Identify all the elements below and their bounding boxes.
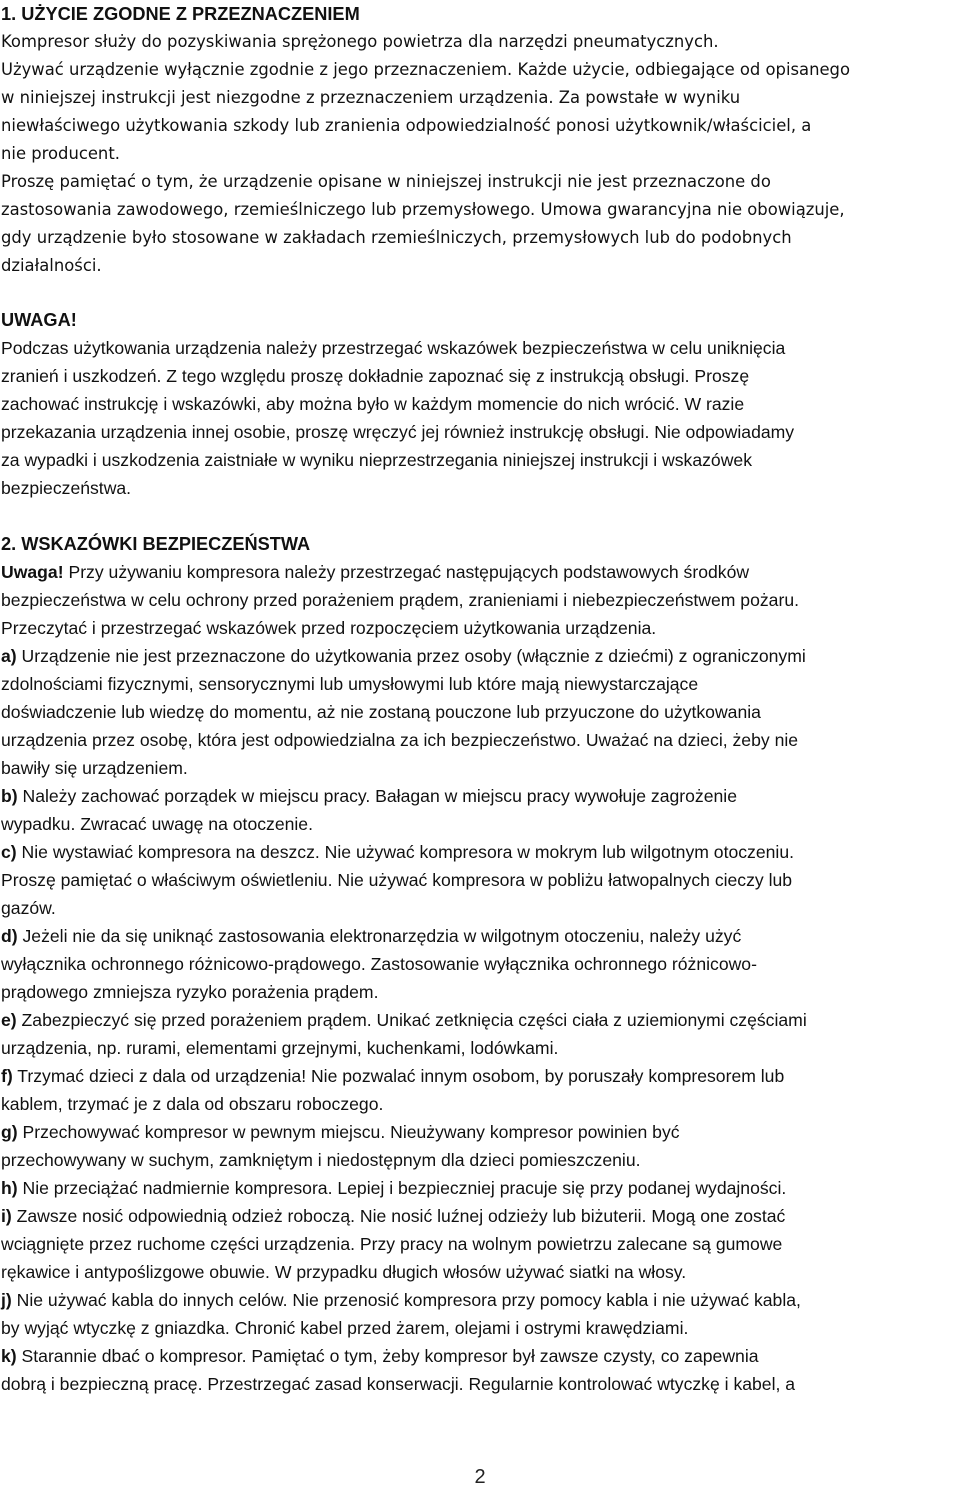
warning-line: bezpieczeństwa.	[1, 478, 132, 498]
safety-item-label: h)	[1, 1178, 18, 1198]
section-1	[1, 0, 956, 280]
safety-item-line: gazów.	[1, 898, 56, 918]
safety-item-text: Przechowywać kompresor w pewnym miejscu. Nieużywany kompresor powinien być	[17, 1122, 680, 1142]
warning-line: za wypadki i uszkodzenia zaistniałe w wyniku nieprzestrzegania niniejszej instrukcji i wskazówek	[1, 450, 752, 470]
safety-item-line: by wyjąć wtyczkę z gniazdka. Chronić kabel przed żarem, olejami i ostrymi krawędziami.	[1, 1318, 689, 1338]
safety-item	[1, 838, 956, 922]
safety-items-list	[1, 642, 956, 1398]
safety-item-label: f)	[1, 1066, 13, 1086]
safety-item-label: a)	[1, 646, 17, 666]
section-1-line: Proszę pamiętać o tym, że urządzenie opisane w niniejszej instrukcji nie jest przeznaczone do	[1, 172, 771, 191]
section-1-line: gdy urządzenie było stosowane w zakładach rzemieślniczych, przemysłowych lub do podobnych	[1, 228, 792, 247]
safety-item-text: Urządzenie nie jest przeznaczone do użytkowania przez osoby (włącznie z dziećmi) z ograniczonymi	[16, 646, 806, 666]
warning-line: Podczas użytkowania urządzenia należy przestrzegać wskazówek bezpieczeństwa w celu uniknięcia	[1, 338, 786, 358]
section-2	[1, 530, 956, 1398]
section-1-heading: 1. UŻYCIE ZGODNE Z PRZEZNACZENIEM	[1, 4, 360, 24]
safety-item-text: Trzymać dzieci z dala od urządzenia! Nie pozwalać innym osobom, by poruszały kompresorem lub	[12, 1066, 785, 1086]
safety-item-line	[1, 642, 956, 670]
warning-block	[1, 306, 956, 502]
section-1-line: Kompresor służy do pozyskiwania sprężonego powietrza dla narzędzi pneumatycznych.	[1, 32, 719, 51]
safety-item-text: Nie używać kabla do innych celów. Nie przenosić kompresora przy pomocy kabla i nie używać kabla,	[11, 1290, 801, 1310]
safety-item-line	[1, 922, 956, 950]
safety-item	[1, 782, 956, 838]
safety-item-line: wyłącznika ochronnego różnicowo-prądowego. Zastosowanie wyłącznika ochronnego różnicowo-	[1, 954, 757, 974]
safety-item-line: wciągnięte przez ruchome części urządzenia. Przy pracy na wolnym powietrzu zalecane są gumowe	[1, 1234, 783, 1254]
safety-item-line: zdolnościami fizycznymi, sensorycznymi lub umysłowymi lub które mają niewystarczające	[1, 674, 699, 694]
safety-item-line: rękawice i antypoślizgowe obuwie. W przypadku długich włosów używać siatki na włosy.	[1, 1262, 687, 1282]
intro-text: Przy używaniu kompresora należy przestrzegać następujących podstawowych środków	[63, 562, 750, 582]
safety-item	[1, 1174, 956, 1202]
safety-item-line	[1, 1202, 956, 1230]
warning-line: zachować instrukcję i wskazówki, aby można było w każdym momencie do nich wrócić. W razie	[1, 394, 745, 414]
warning-line: zranień i uszkodzeń. Z tego względu proszę dokładnie zapoznać się z instrukcją obsługi. Proszę	[1, 366, 750, 386]
section-2-intro	[1, 558, 956, 586]
safety-item-line	[1, 782, 956, 810]
safety-item-text: Nie przeciążać nadmiernie kompresora. Lepiej i bezpieczniej pracuje się przy podanej wydajności.	[17, 1178, 787, 1198]
safety-item-line: urządzenia, np. rurami, elementami grzejnymi, kuchenkami, lodówkami.	[1, 1038, 559, 1058]
safety-item-text: Starannie dbać o kompresor. Pamiętać o tym, żeby kompresor był zawsze czysty, co zapewnia	[16, 1346, 759, 1366]
safety-item-line: bawiły się urządzeniem.	[1, 758, 188, 778]
section-1-line: Używać urządzenie wyłącznie zgodnie z jego przeznaczeniem. Każde użycie, odbiegające od opisanego	[1, 60, 850, 79]
safety-item-text: Nie wystawiać kompresora na deszcz. Nie używać kompresora w mokrym lub wilgotnym otoczeniu.	[16, 842, 794, 862]
safety-item-line	[1, 1006, 956, 1034]
safety-item	[1, 1006, 956, 1062]
section-1-line: w niniejszej instrukcji jest niezgodne z przeznaczeniem urządzenia. Za powstałe w wyniku	[1, 88, 741, 107]
section-1-line: niewłaściwego użytkowania szkody lub zranienia odpowiedzialność ponosi użytkownik/właściciel, a	[1, 116, 812, 135]
page-number: 2	[474, 1466, 486, 1488]
safety-item-label: k)	[1, 1346, 17, 1366]
safety-item-label: b)	[1, 786, 18, 806]
safety-item	[1, 1062, 956, 1118]
safety-item-text: Należy zachować porządek w miejscu pracy. Bałagan w miejscu pracy wywołuje zagrożenie	[17, 786, 737, 806]
section-2-intro-line: Przeczytać i przestrzegać wskazówek przed rozpoczęciem użytkowania urządzenia.	[1, 618, 657, 638]
safety-item-line: wypadku. Zwracać uwagę na otoczenie.	[1, 814, 313, 834]
intro-label: Uwaga!	[1, 562, 64, 582]
safety-item-text: Zabezpieczyć się przed porażeniem prądem. Unikać zetknięcia części ciała z uziemionymi częściami	[16, 1010, 807, 1030]
warning-line: przekazania urządzenia innej osobie, proszę wręczyć jej również instrukcję obsługi. Nie odpowiadamy	[1, 422, 795, 442]
section-1-line: działalności.	[1, 256, 102, 275]
safety-item-line	[1, 1062, 956, 1090]
section-1-line: zastosowania zawodowego, rzemieślniczego lub przemysłowego. Umowa gwarancyjna nie obowiązuje,	[1, 200, 845, 219]
warning-heading: UWAGA!	[1, 310, 77, 330]
safety-item-label: d)	[1, 926, 18, 946]
safety-item-label: j)	[1, 1290, 12, 1310]
section-2-intro-line: bezpieczeństwa w celu ochrony przed porażeniem prądem, zranieniami i niebezpieczeństwem pożaru.	[1, 590, 799, 610]
safety-item-text: Jeżeli nie da się uniknąć zastosowania elektronarzędzia w wilgotnym otoczeniu, należy użyć	[17, 926, 742, 946]
safety-item	[1, 1286, 956, 1342]
safety-item-line	[1, 1118, 956, 1146]
safety-item-line	[1, 1174, 956, 1202]
safety-item-line	[1, 1342, 956, 1370]
safety-item	[1, 1118, 956, 1174]
safety-item-label: c)	[1, 842, 17, 862]
safety-item-label: g)	[1, 1122, 18, 1142]
safety-item-line: urządzenia przez osobę, która jest odpowiedzialna za ich bezpieczeństwo. Uważać na dzieci, żeby nie	[1, 730, 799, 750]
safety-item	[1, 642, 956, 782]
safety-item-text: Zawsze nosić odpowiednią odzież roboczą. Nie nosić luźnej odzieży lub biżuterii. Mogą one zostać	[11, 1206, 786, 1226]
section-2-heading: 2. WSKAZÓWKI BEZPIECZEŃSTWA	[1, 534, 311, 554]
safety-item	[1, 1202, 956, 1286]
safety-item-line: prądowego zmniejsza ryzyko porażenia prądem.	[1, 982, 379, 1002]
safety-item-line: Proszę pamiętać o właściwym oświetleniu. Nie używać kompresora w pobliżu łatwopalnych cieczy lub	[1, 870, 793, 890]
safety-item-line: doświadczenie lub wiedzę do momentu, aż nie zostaną pouczone lub przyuczone do użytkowania	[1, 702, 761, 722]
safety-item-line: kablem, trzymać je z dala od obszaru roboczego.	[1, 1094, 384, 1114]
safety-item-label: i)	[1, 1206, 12, 1226]
safety-item	[1, 1342, 956, 1398]
safety-item-label: e)	[1, 1010, 17, 1030]
safety-item-line	[1, 838, 956, 866]
safety-item	[1, 922, 956, 1006]
safety-item-line: dobrą i bezpieczną pracę. Przestrzegać zasad konserwacji. Regularnie kontrolować wtyczkę i kabel, a	[1, 1374, 796, 1394]
section-1-line: nie producent.	[1, 144, 120, 163]
safety-item-line: przechowywany w suchym, zamkniętym i niedostępnym dla dzieci pomieszczeniu.	[1, 1150, 641, 1170]
safety-item-line	[1, 1286, 956, 1314]
